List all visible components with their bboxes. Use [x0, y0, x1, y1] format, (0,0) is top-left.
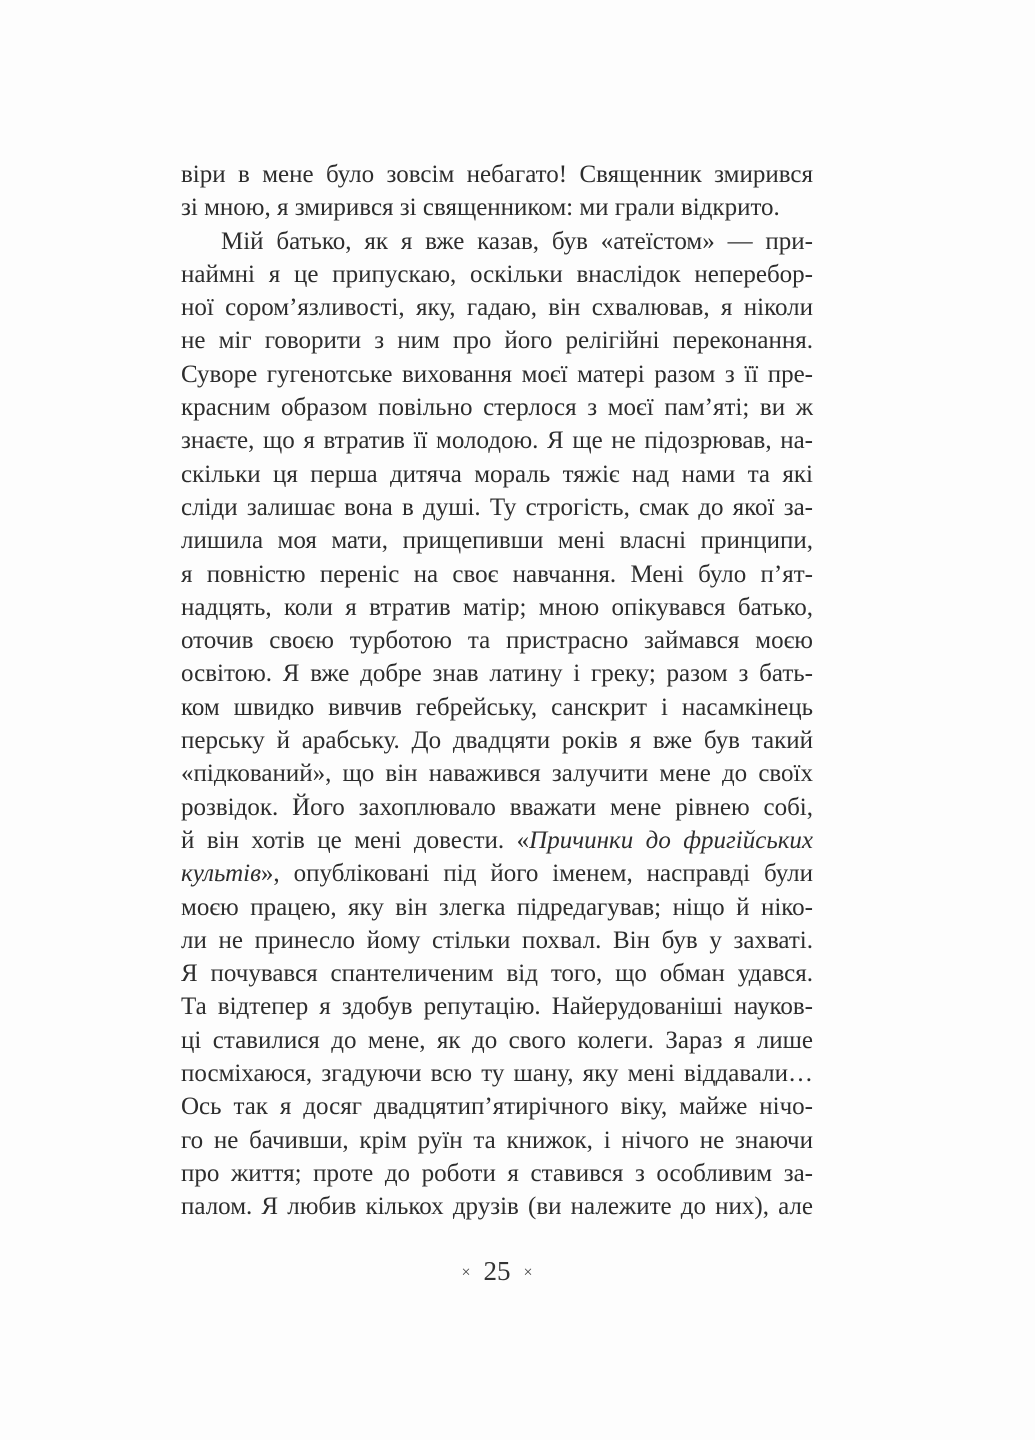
- text-line: [181, 324, 813, 357]
- text-segment: не міг говорити з ним про його релігійні переконання.: [181, 327, 813, 355]
- text-segment: зі мною, я змирився зі священником: ми грали відкрито.: [181, 194, 780, 222]
- text-segment: й він хотів це мені довести. «: [181, 826, 530, 854]
- text-segment: надцять, коли я втратив матір; мною опікувався батько,: [181, 593, 813, 621]
- text-line: [181, 1157, 813, 1190]
- text-segment: посміхаюся, згадуючи всю ту шану, яку мені віддавали…: [181, 1060, 813, 1088]
- text-segment: », опубліковані під його іменем, насправді були: [260, 860, 813, 888]
- text-line: [181, 857, 813, 890]
- text-block: [181, 158, 813, 1224]
- text-line: [181, 558, 813, 591]
- text-line: [181, 258, 813, 291]
- text-line: [181, 158, 813, 191]
- text-segment: освітою. Я вже добре знав латину і греку; разом з бать-: [181, 660, 813, 688]
- text-segment: ці ставилися до мене, як до свого колеги. Зараз я лише: [181, 1026, 813, 1054]
- page-number: [181, 1256, 813, 1287]
- text-line: [181, 891, 813, 924]
- text-segment: ної сором’язливості, яку, гадаю, він схвалював, я ніколи: [181, 294, 813, 322]
- text-segment: знаєте, що я втратив її молодою. Я ще не підозрював, на-: [181, 427, 813, 455]
- text-segment: сліди залишає вона в душі. Ту строгість, смак до якої за-: [181, 493, 813, 521]
- text-line: [181, 191, 813, 224]
- text-segment: розвідок. Його захоплювало вважати мене рівнею собі,: [181, 793, 813, 821]
- text-segment: ком швидко вивчив гебрейську, санскрит і насамкінець: [181, 693, 813, 721]
- text-line: [181, 424, 813, 457]
- text-segment: палом. Я любив кількох друзів (ви належите до них), але: [181, 1193, 813, 1221]
- text-line: [181, 291, 813, 324]
- text-line: [181, 791, 813, 824]
- text-line: [181, 391, 813, 424]
- text-segment: про життя; проте до роботи я ставився з особливим за-: [181, 1159, 813, 1187]
- text-line: [181, 591, 813, 624]
- text-line: [181, 724, 813, 757]
- text-line: [181, 1057, 813, 1090]
- text-line: [181, 757, 813, 790]
- text-line: [181, 1124, 813, 1157]
- text-line: [181, 491, 813, 524]
- text-segment: перську й арабську. До двадцяти років я вже був такий: [181, 727, 813, 755]
- text-line: [181, 1024, 813, 1057]
- text-segment: моєю працею, яку він злегка підредагував; ніщо й ніко-: [181, 893, 813, 921]
- text-segment: Я почувався спантеличеним від того, що обман удався.: [181, 960, 813, 988]
- text-segment: віри в мене було зовсім небагато! Священник змирився: [181, 161, 813, 188]
- text-segment: го не бачивши, крім руїн та книжок, і нічого не знаючи: [181, 1126, 813, 1154]
- text-segment: «підкований», що він наважився залучити мене до своїх: [181, 760, 813, 788]
- text-segment: наймні я це припускаю, оскільки внаслідок неперебор-: [181, 260, 813, 288]
- text-segment: оточив своєю турботою та пристрасно займався моєю: [181, 627, 813, 655]
- text-line: [181, 458, 813, 491]
- text-segment: скільки ця перша дитяча мораль тяжіє над нами та які: [181, 460, 813, 488]
- text-line: [181, 1090, 813, 1123]
- text-line: [181, 824, 813, 857]
- text-segment: красним образом повільно стерлося з моєї пам’яті; ви ж: [181, 394, 813, 422]
- text-segment: Та відтепер я здобув репутацію. Найерудованіші науков-: [181, 993, 813, 1021]
- text-line: [181, 524, 813, 557]
- text-line: [181, 691, 813, 724]
- text-segment: Суворе гугенотське виховання моєї матері разом з її пре-: [181, 360, 813, 388]
- text-line: [181, 358, 813, 391]
- text-line: [181, 924, 813, 957]
- text-segment: лишила моя мати, прищепивши мені власні принципи,: [181, 527, 813, 555]
- text-line: [181, 990, 813, 1023]
- text-segment: я повністю переніс на своє навчання. Мені було п’ят-: [181, 560, 813, 588]
- italic-text-segment: культів: [181, 860, 261, 888]
- text-line: [181, 1190, 813, 1223]
- folio-number: 25: [483, 1256, 511, 1286]
- text-segment: Ось так я досяг двадцятип’ятирічного віку, майже нічо-: [181, 1093, 813, 1121]
- italic-text-segment: Причинки до фригійських: [529, 826, 813, 854]
- text-segment: Мій батько, як я вже казав, був «атеїстом» — при-: [221, 227, 813, 255]
- text-line: [181, 225, 813, 258]
- text-segment: ли не принесло йому стільки похвал. Він був у захваті.: [181, 926, 813, 954]
- text-line: [181, 957, 813, 990]
- folio-right-mark: ×: [523, 1264, 533, 1281]
- folio-left-mark: ×: [461, 1264, 471, 1281]
- text-line: [181, 657, 813, 690]
- text-line: [181, 624, 813, 657]
